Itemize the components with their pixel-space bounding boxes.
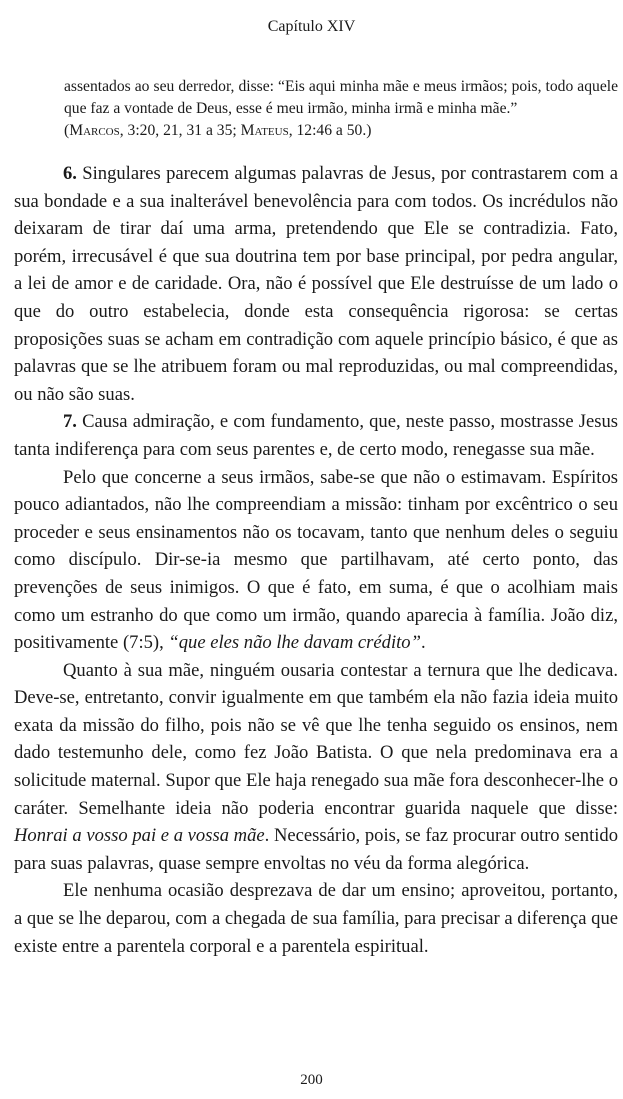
page-number: 200 bbox=[300, 1072, 323, 1088]
quote-reference: (Marcos, 3:20, 21, 31 a 35; Mateus, 12:46 a 50.) bbox=[64, 122, 372, 139]
quote-text: assentados ao seu derredor, disse: “Eis aqui minha mãe e meus irmãos; pois, todo aquele que faz a vontade de Deus, esse é meu irmão, minha irmã e minha mãe.” bbox=[64, 78, 618, 117]
paragraph-number: 7. bbox=[63, 411, 77, 433]
paragraph-6: 6. Singulares parecem algumas palavras de Jesus, por contrastarem com a sua bondade e a sua inalterável benevolência para com todos. Os incrédulos não deixaram de tirar daí uma arma, pretendendo que Ele se contradizia. Fato, porém, irrecusável é que sua doutrina tem por base principal, por pedra angular, a lei de amor e de caridade. Ora, não é possível que Ele destruísse de um lado o que do outro estabelecia, donde esta consequência rigorosa: se certas proposições suas se acham em contradição com aquele princípio básico, é que as palavras que se lhe atribuem foram ou mal reproduzidas, ou mal compreendidas, ou não são suas. bbox=[14, 163, 618, 405]
scripture-quote bbox=[64, 76, 618, 142]
body-text bbox=[14, 160, 618, 960]
paragraph-mother: Quanto à sua mãe, ninguém ousaria contestar a ternura que lhe dedicava. Deve-se, entretanto, convir igualmente em que também ela não fazia ideia muito exata da missão do filho, pois não se vê que lhe tenha seguido os ensinos, nem dado testemunho dele, como fez João Batista. O que nela predominava era a solicitude maternal. Supor que Ele haja renegado sua mãe fora desconhecer-lhe o caráter. Semelhante ideia não poderia encontrar guarida naquele que disse: Honrai a vosso pai e a vossa mãe. Necessário, pois, se faz procurar outro sentido para suas palavras, quase sempre envoltas no véu da forma alegórica. bbox=[14, 659, 618, 874]
paragraph-brothers: Pelo que concerne a seus irmãos, sabe-se que não o estimavam. Espíritos pouco adiantados, não lhe compreendiam a missão: tinham por excêntrico o seu proceder e seus ensinamentos não os tocavam, tanto que nenhum deles o seguiu como discípulo. Dir-se-ia mesmo que partilhavam, até certo ponto, das prevenções de seus inimigos. O que é fato, em suma, é que o acolhiam mais como um estranho do que como um irmão, quando aparecia à família. João diz, positivamente (7:5), “que eles não lhe davam crédito”. bbox=[14, 466, 618, 654]
running-header: Capítulo XIV bbox=[267, 18, 356, 35]
paragraph-teaching: Ele nenhuma ocasião desprezava de dar um ensino; aproveitou, portanto, a que se lhe deparou, com a chegada de sua família, para precisar a diferença que existe entre a parentela corporal e a parentela espiritual. bbox=[14, 880, 618, 957]
paragraph-7: 7. Causa admiração, e com fundamento, que, neste passo, mostrasse Jesus tanta indiferença para com seus parentes e, de certo modo, renegasse sua mãe. bbox=[14, 411, 618, 460]
paragraph-number: 6. bbox=[63, 163, 77, 184]
